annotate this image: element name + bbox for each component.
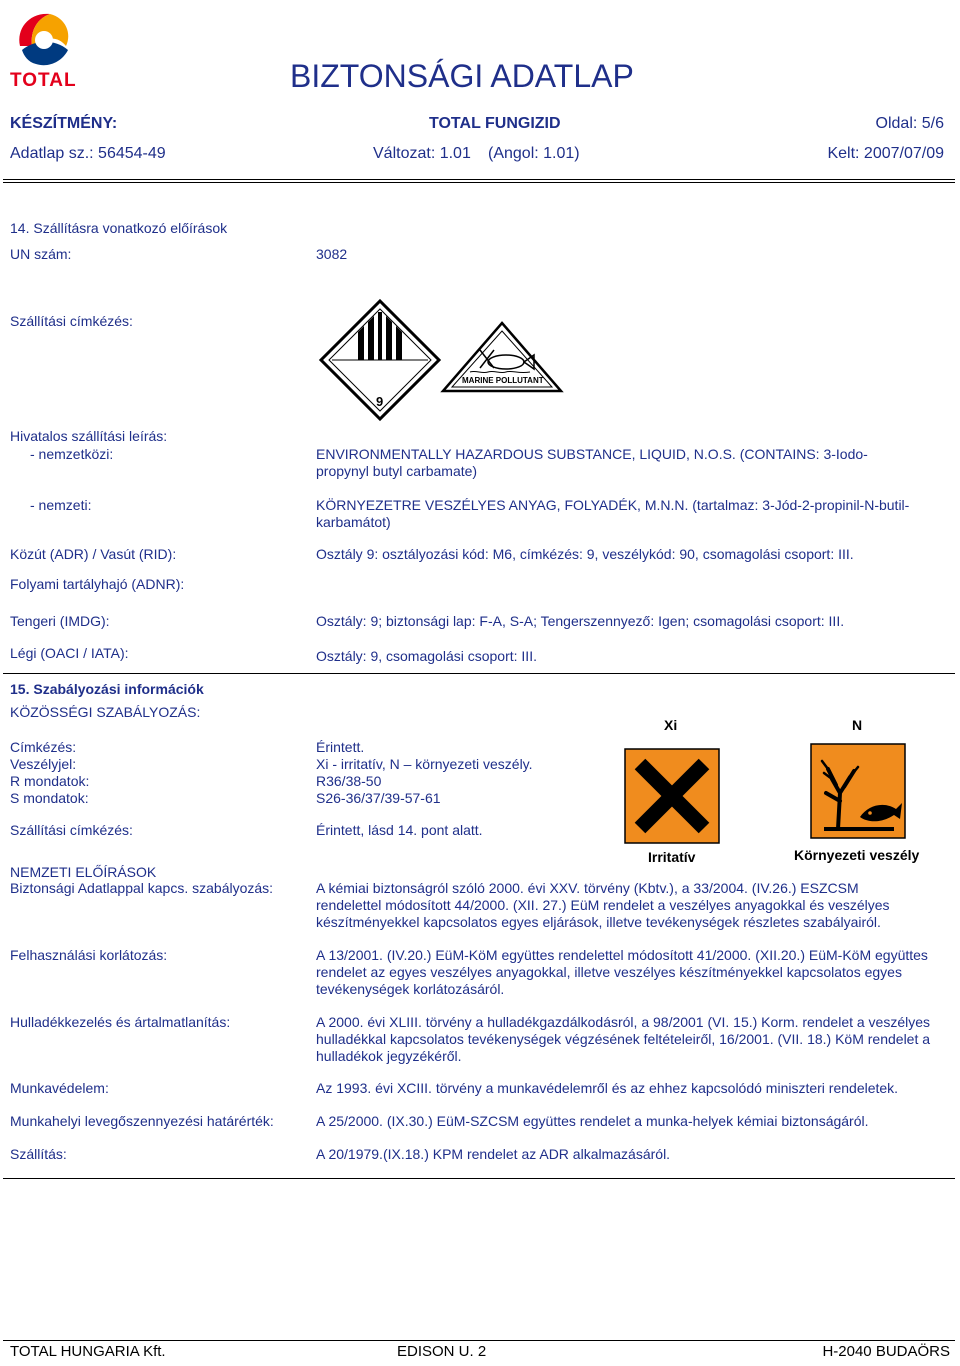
waste-label: Hulladékkezelés és ártalmatlanítás: xyxy=(10,1014,231,1030)
road-rail-label: Közút (ADR) / Vasút (RID): xyxy=(10,546,177,562)
sea-label: Tengeri (IMDG): xyxy=(10,613,110,629)
footer-city: H-2040 BUDAÖRS xyxy=(822,1343,950,1360)
official-description-label: Hivatalos szállítási leírás: xyxy=(10,428,168,444)
transport-labels-label: Szállítási címkézés: xyxy=(10,313,133,329)
sds-regulation-label: Biztonsági Adatlappal kapcs. szabályozás: xyxy=(10,880,274,896)
page-number: Oldal: 5/6 xyxy=(875,115,944,132)
class9-diamond-icon xyxy=(318,298,442,422)
r-phrases-value: R36/38-50 xyxy=(316,773,382,789)
air-limit-label: Munkahelyi levegőszennyezési határérték: xyxy=(10,1113,274,1129)
xi-code: Xi xyxy=(664,717,678,733)
header-divider-2 xyxy=(3,182,955,183)
waste-value: A 2000. évi XLIII. törvény a hulladékgazdálkodásról, a 98/2001 (VI. 15.) Korm. rendelet a veszélyes hulladékkal kapcsolatos tevékenységek végzésének feltételeiről, 16/2001. (VII. 18.) KöM rendelet a hulladékok jegyzékéről. xyxy=(316,1014,931,1064)
transport-labeling-value: Érintett, lásd 14. pont alatt. xyxy=(316,822,483,838)
marine-pollutant-pictogram xyxy=(440,320,564,394)
un-label: UN szám: xyxy=(10,246,72,262)
footer-company: TOTAL HUNGARIA Kft. xyxy=(10,1343,166,1360)
air-label: Légi (OACI / IATA): xyxy=(10,645,129,661)
logo-wordmark: TOTAL xyxy=(10,70,77,91)
issue-date: Kelt: 2007/07/09 xyxy=(827,145,944,162)
sds-regulation-value: A kémiai biztonságról szóló 2000. évi XXV. törvény (Kbtv.), a 33/2004. (IV.26.) ESZCSM rendelettel módosított 44/2000. (XII. 27.) EüM rendelet a veszélyes anyagokkal és veszélyes készítményekkel kapcsolatos egyes eljárások, illetve tevékenységek részletes szabályairól. xyxy=(316,880,890,930)
r-phrases-label: R mondatok: xyxy=(10,773,90,789)
footer-divider xyxy=(3,1340,955,1341)
s-phrases-label: S mondatok: xyxy=(10,790,89,806)
transport-reg-value: A 20/1979.(IX.18.) KPM rendelet az ADR alkalmazásáról. xyxy=(316,1146,671,1162)
labeling-value: Érintett. xyxy=(316,739,365,755)
use-restriction-label: Felhasználási korlátozás: xyxy=(10,947,168,963)
labeling-label: Címkézés: xyxy=(10,739,77,755)
total-logo xyxy=(8,6,80,92)
use-restriction-value: A 13/2001. (IV.20.) EüM-KöM együttes rendelettel módosított 41/2000. (XII.20.) EüM-KöM együttes rendelet az egyes veszélyes anyagokkal, illetve veszélyes készítményekkel kapcsolatos egyes tevékenységek korlátozásáról. xyxy=(316,947,928,997)
version: Változat: 1.01 xyxy=(373,145,471,162)
n-code: N xyxy=(852,717,863,733)
doc-title: BIZTONSÁGI ADATLAP xyxy=(290,58,634,94)
road-rail-value: Osztály 9: osztályozási kód: M6, címkézés: 9, veszélykód: 90, csomagolási csoport: III. xyxy=(316,546,854,562)
footer-address: EDISON U. 2 xyxy=(397,1343,487,1360)
transport-labeling-label: Szállítási címkézés: xyxy=(10,822,133,838)
national-regulations-title: NEMZETI ELŐÍRÁSOK xyxy=(10,864,157,880)
international-label: - nemzetközi: xyxy=(30,446,114,462)
national-value: KÖRNYEZETRE VESZÉLYES ANYAG, FOLYADÉK, M.N.N. (tartalmaz: 3-Jód-2-propinil-N-butil-karbamátot) xyxy=(316,497,910,530)
sea-value: Osztály: 9; biztonsági lap: F-A, S-A; Tengerszennyező: Igen; csomagolási csoport: III. xyxy=(316,613,845,629)
international-value: ENVIRONMENTALLY HAZARDOUS SUBSTANCE, LIQUID, N.O.S. (CONTAINS: 3-Iodo-propynyl butyl carbamate) xyxy=(316,446,868,479)
xi-caption: Irritatív xyxy=(648,849,696,865)
hazard-symbol-value: Xi - irritatív, N – környezeti veszély. xyxy=(316,756,533,772)
eu-regulation-title: KÖZÖSSÉGI SZABÁLYOZÁS: xyxy=(10,704,201,720)
dead-tree-fish-icon xyxy=(810,743,906,839)
transport-reg-label: Szállítás: xyxy=(10,1146,67,1162)
hazard-symbol-label: Veszélyjel: xyxy=(10,756,77,772)
xi-irritant-symbol xyxy=(624,748,720,844)
sheet-number: Adatlap sz.: 56454-49 xyxy=(10,145,166,162)
product-name: TOTAL FUNGIZID xyxy=(429,115,561,132)
work-safety-label: Munkavédelem: xyxy=(10,1080,109,1096)
header-divider xyxy=(3,179,955,180)
svg-text:9: 9 xyxy=(376,394,384,409)
xi-cross-icon xyxy=(624,748,720,844)
n-caption: Környezeti veszély xyxy=(794,847,920,863)
n-environment-symbol xyxy=(810,743,906,839)
inland-waterway-label: Folyami tartályhajó (ADNR): xyxy=(10,576,185,592)
class9-hazard-pictogram xyxy=(318,298,442,422)
section15-title: 15. Szabályozási információk xyxy=(10,681,204,697)
section14-title: 14. Szállításra vonatkozó előírások xyxy=(10,220,228,236)
section-divider xyxy=(3,673,955,674)
un-value: 3082 xyxy=(316,246,348,262)
s-phrases-value: S26-36/37/39-57-61 xyxy=(316,790,441,806)
work-safety-value: Az 1993. évi XCIII. törvény a munkavédelemről és az ehhez kapcsolódó miniszteri rendeletek. xyxy=(316,1080,899,1096)
national-label: - nemzeti: xyxy=(30,497,92,513)
air-limit-value: A 25/2000. (IX.30.) EüM-SZCSM együttes rendelet a munka-helyek kémiai biztonságáról. xyxy=(316,1113,869,1129)
product-label: KÉSZÍTMÉNY: xyxy=(10,115,118,132)
english-version: (Angol: 1.01) xyxy=(488,145,580,162)
section15-end-divider xyxy=(3,1178,955,1179)
air-value: Osztály: 9, csomagolási csoport: III. xyxy=(316,648,537,664)
marine-pollutant-text: MARINE POLLUTANT xyxy=(462,376,544,385)
